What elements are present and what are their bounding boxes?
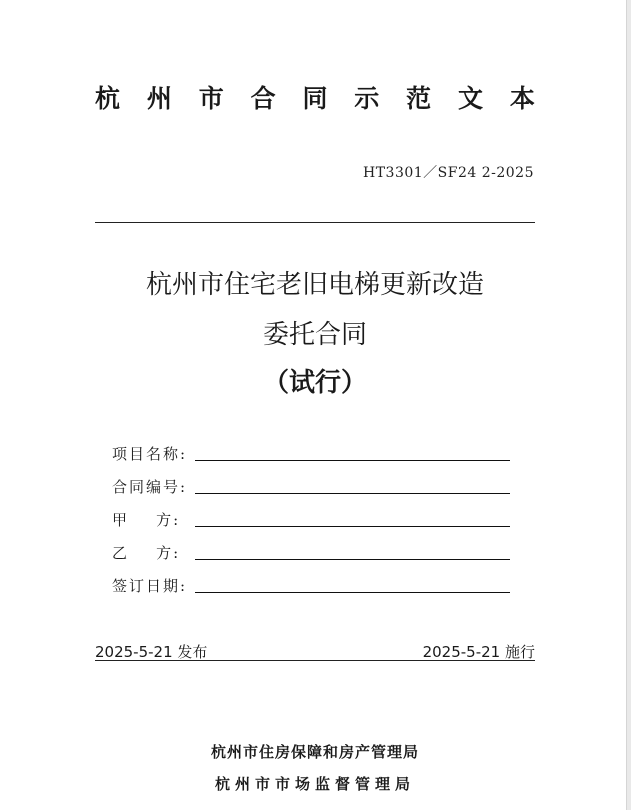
publication-dates: [95, 641, 535, 661]
series-title-char: 合: [250, 84, 276, 113]
field-party-b: [112, 539, 512, 572]
series-title-char: 州: [146, 84, 172, 113]
series-title-char: 杭: [95, 84, 121, 113]
footer-divider: [95, 660, 535, 661]
field-label: 项目名称:: [112, 445, 188, 463]
field-label: 合同编号:: [112, 478, 188, 496]
field-signing-date: [112, 572, 512, 605]
series-title-char: 示: [354, 84, 380, 113]
publish-date: 2025-5-21 发布: [95, 643, 208, 661]
series-title-char: 本: [509, 84, 535, 113]
field-project-name: [112, 440, 512, 473]
field-blank-line[interactable]: [195, 592, 510, 593]
contract-title-line2: 委托合同: [262, 320, 367, 350]
field-blank-line[interactable]: [195, 526, 510, 527]
field-blank-line[interactable]: [195, 460, 510, 461]
field-contract-number: [112, 473, 512, 506]
contract-title-line1: 杭州市住宅老旧电梯更新改造: [145, 270, 484, 300]
field-label: 乙 方:: [112, 544, 181, 562]
contract-trial-label: （试行）: [262, 368, 367, 398]
document-code: HT3301／SF24 2-2025: [362, 165, 534, 181]
field-blank-line[interactable]: [195, 493, 510, 494]
series-title-char: 范: [406, 84, 432, 113]
viewer-scrollbar-edge[interactable]: [626, 0, 631, 810]
field-blank-line[interactable]: [195, 559, 510, 560]
series-title-char: 市: [198, 84, 224, 113]
header-divider: [95, 222, 535, 223]
field-label: 甲 方:: [112, 511, 181, 529]
contract-series-title: [95, 82, 535, 116]
contract-info-fields: [112, 440, 512, 605]
issuer-housing-bureau: 杭州市住房保障和房产管理局: [210, 743, 419, 761]
field-label: 签订日期:: [112, 577, 188, 595]
field-party-a: [112, 506, 512, 539]
issuer-market-regulation-bureau: 杭州市市场监督管理局: [214, 775, 415, 793]
effective-date: 2025-5-21 施行: [422, 643, 535, 661]
series-title-char: 文: [458, 84, 484, 113]
series-title-char: 同: [302, 84, 328, 113]
